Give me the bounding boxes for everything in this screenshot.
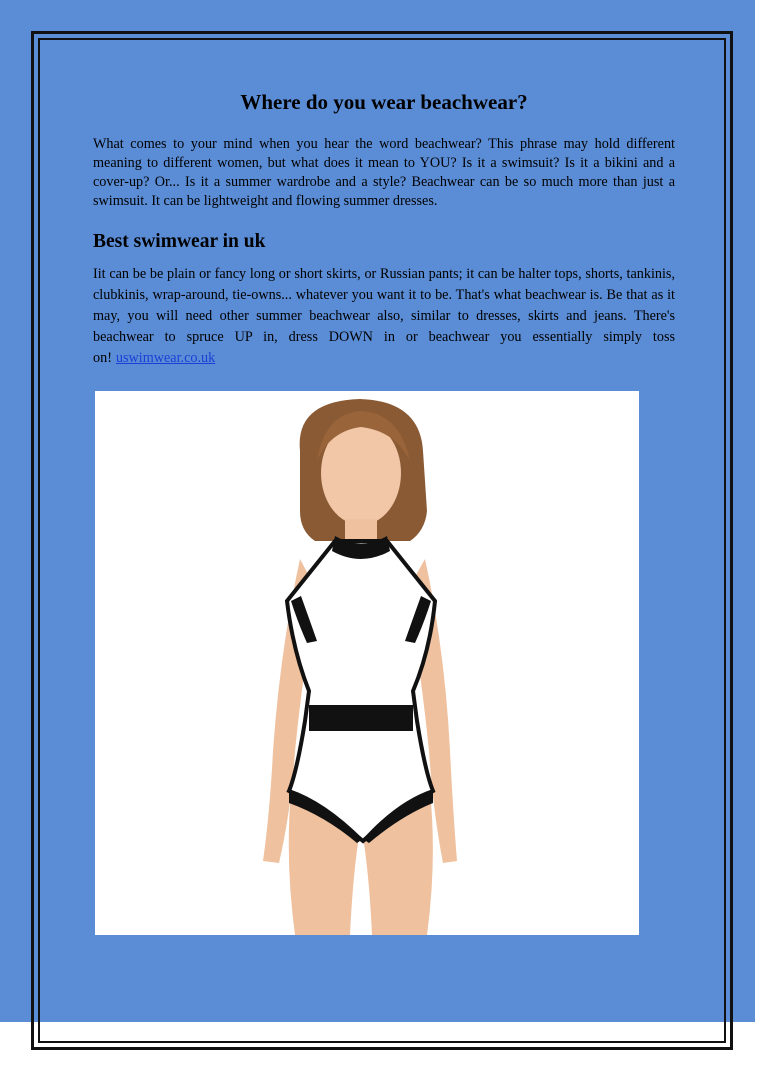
swimsuit-model-photo bbox=[95, 391, 639, 935]
swimsuit-illustration bbox=[95, 391, 639, 935]
swimsuit-body bbox=[287, 541, 435, 841]
intro-paragraph: What comes to your mind when you hear the word beachwear? This phrase may hold different meaning to different women, but what does it mean to YOU? Is it a swimsuit? Is it a bikini and a cover-up? Or... Is it a summer wardrobe and a style? Beachwear can be so much more than just a swimsuit. It can be lightweight and flowing summer dresses. bbox=[93, 136, 675, 210]
body-paragraph bbox=[93, 264, 675, 369]
page-title: Where do you wear beachwear? bbox=[240, 90, 528, 114]
swimsuit-waistband bbox=[309, 705, 413, 731]
section-heading: Best swimwear in uk bbox=[93, 231, 266, 253]
body-text: Iit can be be plain or fancy long or short skirts, or Russian pants; it can be halter tops, shorts, tankinis, clubkinis, wrap-around, tie-owns... whatever you want it to be. That's what beachwear is. Be that as it may, you will need other summer beachwear also, similar to dresses, skirts and jeans. There's beachwear to spruce UP in, dress DOWN in or beachwear you essentially simply toss on! bbox=[93, 265, 675, 366]
uswimwear-link[interactable]: uswimwear.co.uk bbox=[115, 349, 216, 366]
article-content bbox=[93, 90, 675, 369]
